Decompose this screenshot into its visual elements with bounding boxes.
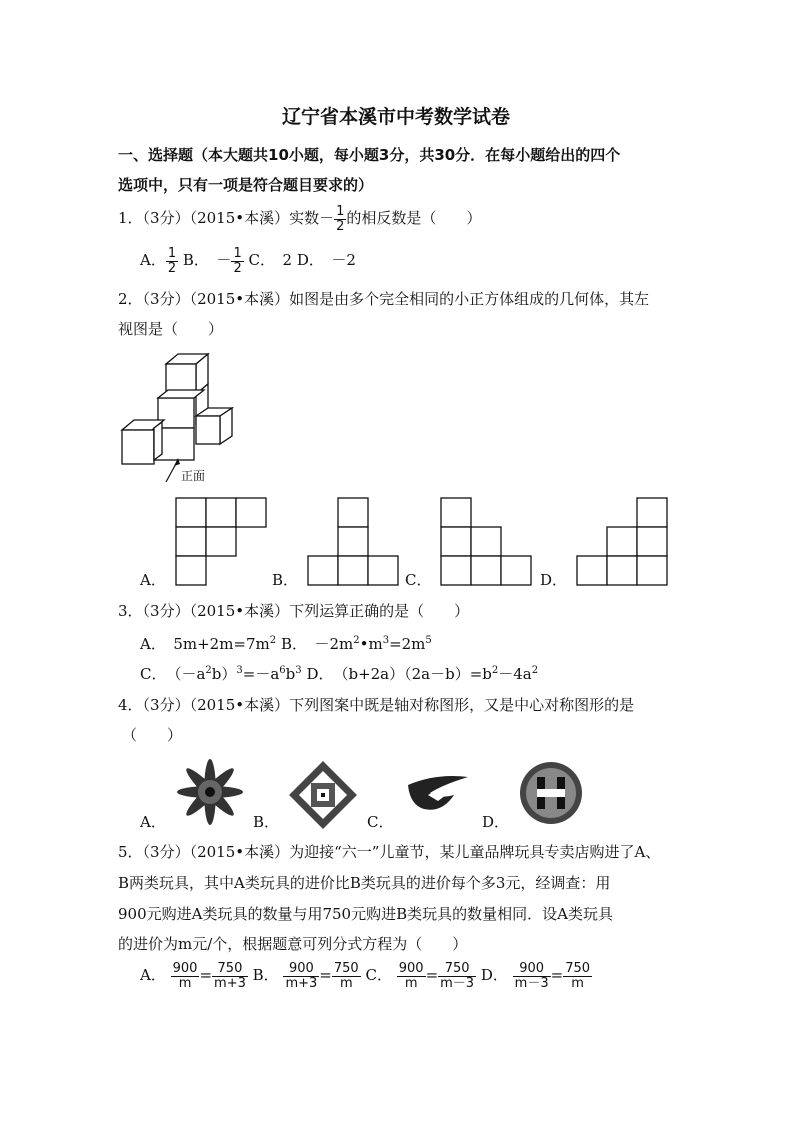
q3-b-exp2: 3 <box>382 635 390 646</box>
q2-option-d-view <box>576 497 671 587</box>
q5-c-left-num: 900 <box>398 961 424 976</box>
q5-a-left-fraction <box>171 962 200 990</box>
question-5-line2: B两类玩具，其中A类玩具的进价比B类玩具的进价每个多3元，经调查：用 <box>118 874 611 892</box>
q1-option-b-num: 1 <box>233 246 242 261</box>
section-header-line1: 一、选择题（本大题共10小题，每小题3分，共30分．在每小题给出的四个 <box>118 146 621 164</box>
q1-option-a-den: 2 <box>167 260 177 276</box>
q1-option-b-label: B． － <box>182 251 232 270</box>
q4-option-d-label: D． <box>482 813 510 831</box>
q3-c-mid: b） <box>211 665 237 683</box>
q3-d-text: D． （b+2a）（2a－b）=b <box>306 665 492 683</box>
q5-option-d <box>480 961 592 991</box>
q4-option-a-star-pattern <box>175 762 245 822</box>
q5-a-right-den: m+3 <box>214 975 246 991</box>
q5-d-right-fraction <box>563 962 592 990</box>
q5-option-a <box>140 961 253 991</box>
q4-option-a-label: A． <box>140 813 166 831</box>
q5-d-left-num: 900 <box>513 962 551 977</box>
q1-frac-den: 2 <box>336 218 345 234</box>
q5-b-left-fraction <box>283 962 319 990</box>
q5-option-c-label: C． <box>365 966 392 985</box>
q5-b-left-den: m+3 <box>285 975 318 991</box>
section-header-line2: 选项中，只有一项是符合题目要求的） <box>118 176 374 194</box>
q1-option-a-fraction <box>166 247 178 275</box>
q5-c-right-num: 750 <box>438 962 476 977</box>
q3-option-b <box>281 635 432 653</box>
q3-c-tail: =－a <box>242 665 280 683</box>
q5-option-b <box>252 961 366 991</box>
question-1-stem <box>118 205 481 233</box>
q3-c-exp1: 2 <box>205 665 212 676</box>
question-2-line1: 2．（3分）（2015•本溪）如图是由多个完全相同的小正方体组成的几何体，其左 <box>118 290 650 308</box>
q3-d-tail: －4a <box>498 665 532 683</box>
q5-c-equals: = <box>425 966 439 985</box>
q2-option-b-label: B． <box>272 571 299 589</box>
q3-a-text: A． 5m+2m=7m <box>140 635 270 653</box>
question-2-line2: 视图是（ ） <box>118 320 224 338</box>
question-5-line4: 的进价为m元/个，根据题意可列分式方程为（ ） <box>118 935 468 953</box>
q2-option-a-view <box>175 497 270 587</box>
q5-a-equals: = <box>199 966 213 985</box>
q3-a-exp: 2 <box>269 635 277 646</box>
q4-option-c-label: C． <box>367 813 394 831</box>
q5-c-left-fraction <box>397 962 426 990</box>
q5-b-right-num: 750 <box>333 961 359 976</box>
q5-d-right-den: m <box>571 975 584 991</box>
q5-c-right-den: m－3 <box>440 975 475 991</box>
question-3-options-cd <box>140 667 538 682</box>
q3-option-c <box>140 665 302 683</box>
q3-d-exp2: 2 <box>531 665 539 676</box>
q3-c-exp4: 3 <box>295 665 302 676</box>
q5-d-right-num: 750 <box>565 961 591 976</box>
q3-c-exp2: 3 <box>236 665 243 676</box>
q5-option-a-label: A． <box>140 966 166 985</box>
q2-option-a-label: A． <box>140 571 166 589</box>
question-5-line1: 5．（3分）（2015•本溪）为迎接“六一”儿童节，某儿童品牌玩具专卖店购进了A、 <box>118 843 661 861</box>
q1-fraction <box>334 205 346 233</box>
q5-option-b-label: B． <box>252 966 279 985</box>
q5-c-right-fraction <box>438 962 476 990</box>
q5-a-left-num: 900 <box>172 961 198 976</box>
q5-d-left-fraction <box>513 962 551 990</box>
q1-option-b-fraction <box>231 247 243 275</box>
q3-c-text: C． （－a <box>140 665 206 683</box>
page-title: 辽宁省本溪市中考数学试卷 <box>282 106 511 128</box>
q4-option-d-circle-pattern <box>518 760 588 830</box>
q3-b-exp3: 5 <box>425 635 432 646</box>
q1-option-a-label: A． <box>140 251 166 270</box>
q2-front-label: 正面 <box>181 469 206 483</box>
question-3-options-ab <box>140 637 432 652</box>
question-3-stem: 3．（3分）（2015•本溪）下列运算正确的是（ ） <box>118 602 470 620</box>
q3-b-tail: =2m <box>389 635 426 653</box>
q5-c-left-den: m <box>404 975 418 991</box>
question-4-line2: （ ） <box>122 726 183 744</box>
q1-option-c: C． 2 <box>248 251 293 270</box>
q4-option-c-swoosh-pattern <box>402 765 472 825</box>
q5-a-right-num: 750 <box>212 962 248 977</box>
q5-option-c <box>365 961 480 991</box>
q5-b-right-fraction <box>332 962 361 990</box>
q1-stem-suffix: 的相反数是（ ） <box>346 209 482 228</box>
q5-d-equals: = <box>550 966 564 985</box>
q3-c-b: b <box>285 665 296 683</box>
q3-b-mid: •m <box>359 635 383 653</box>
q4-option-b-square-pattern <box>288 760 358 830</box>
q2-option-c-view <box>440 497 535 587</box>
question-5-line3: 900元购进A类玩具的数量与用750元购进B类玩具的数量相同．设A类玩具 <box>118 905 613 923</box>
q1-frac-num: 1 <box>336 204 345 219</box>
q5-b-left-num: 900 <box>283 962 319 977</box>
q3-c-exp3: 6 <box>279 665 286 676</box>
q3-b-text: B． －2m <box>280 635 354 653</box>
question-5-options <box>140 962 592 990</box>
q3-option-a <box>140 635 276 653</box>
q2-option-b-view <box>307 497 402 587</box>
q1-stem-prefix: 1．（3分）（2015•本溪）实数－ <box>118 209 335 228</box>
q5-b-equals: = <box>319 966 332 985</box>
q2-option-c-label: C． <box>405 571 432 589</box>
question-4-line1: 4．（3分）（2015•本溪）下列图案中既是轴对称图形，又是中心对称图形的是 <box>118 696 635 714</box>
q1-option-d: D． －2 <box>296 251 356 270</box>
q1-option-a-num: 1 <box>167 246 177 261</box>
q3-d-exp1: 2 <box>491 665 499 676</box>
q5-a-left-den: m <box>178 975 192 991</box>
q2-option-d-label: D． <box>540 571 568 589</box>
q1-option-b-den: 2 <box>233 260 242 276</box>
q5-a-right-fraction <box>212 962 248 990</box>
q5-b-right-den: m <box>339 975 353 991</box>
question-1-options <box>140 247 356 275</box>
q5-option-d-label: D． <box>480 966 508 985</box>
q4-option-b-label: B． <box>253 813 280 831</box>
q3-b-exp1: 2 <box>353 635 360 646</box>
q5-d-left-den: m－3 <box>514 975 549 991</box>
q3-option-d <box>306 665 538 683</box>
